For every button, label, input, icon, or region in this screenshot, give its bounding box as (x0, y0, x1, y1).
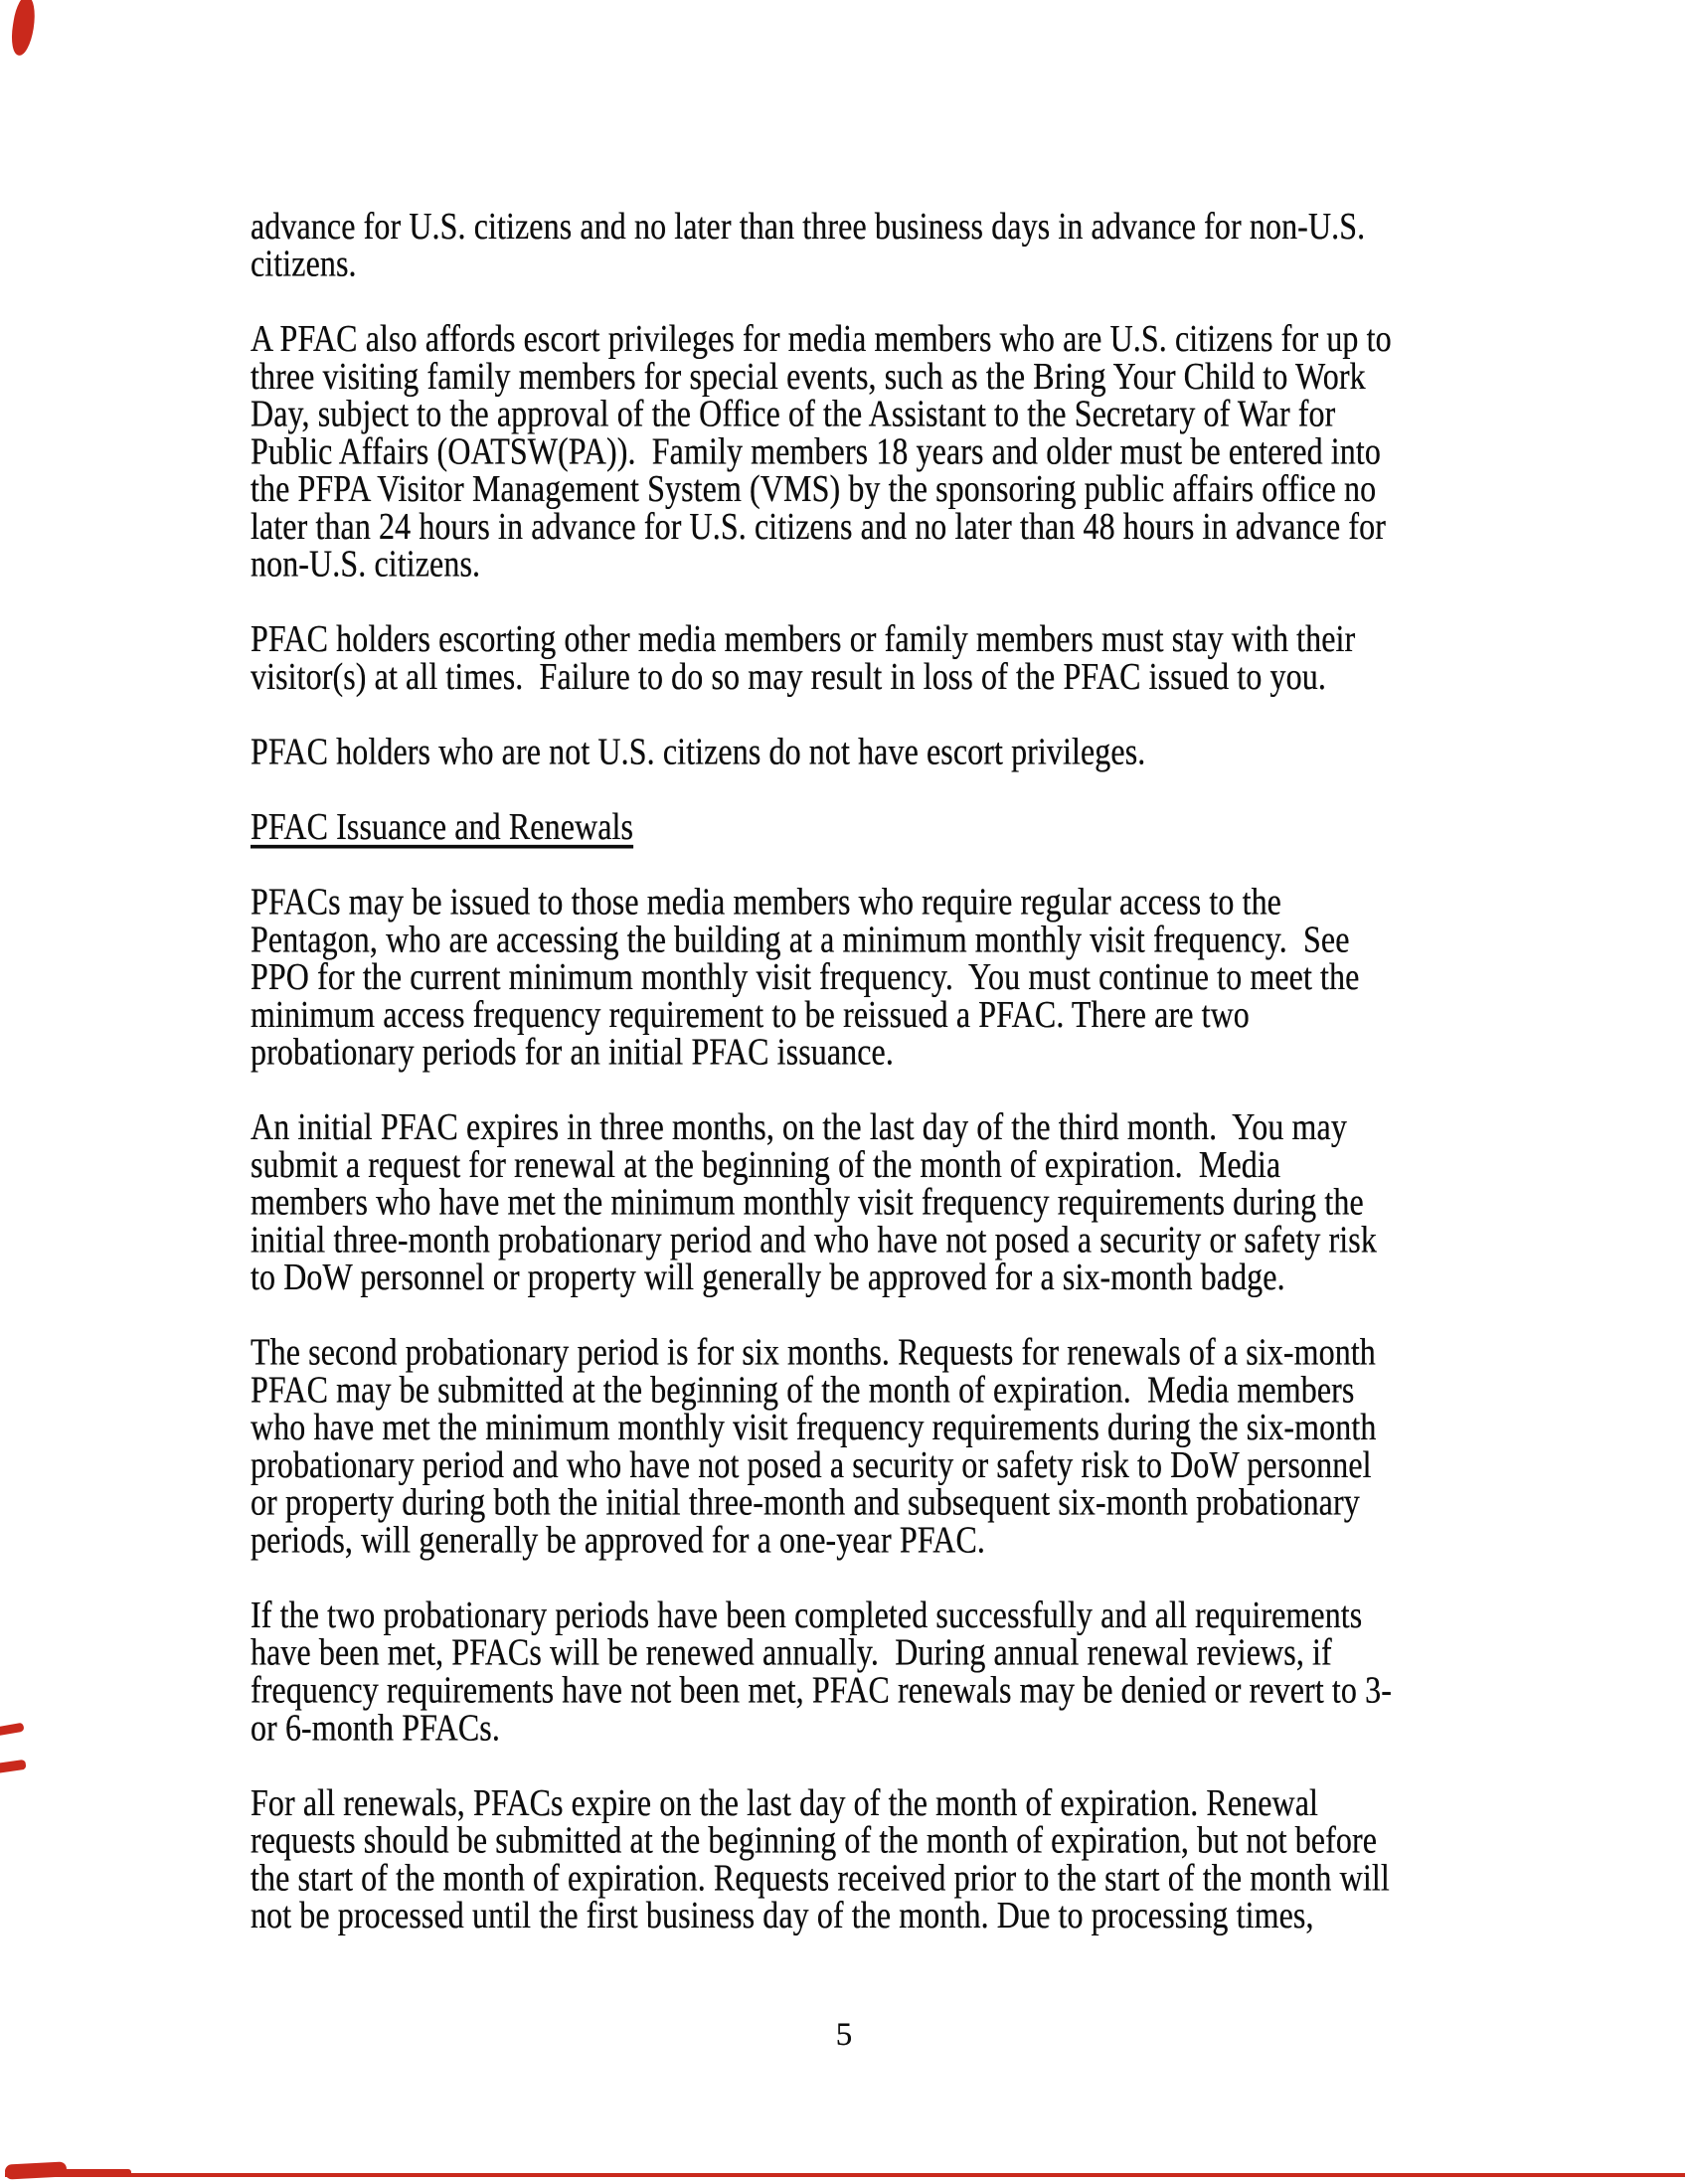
text-line: The second probationary period is for six months. Requests for renewals of a six-month (251, 1330, 1376, 1373)
document-text-block (251, 204, 1573, 1936)
section-heading-text: PFAC Issuance and Renewals (251, 804, 634, 848)
text-line: not be processed until the first business day of the month. Due to processing times, (251, 1893, 1314, 1936)
paragraph-non-us-citizens (251, 730, 1573, 772)
paragraph-initial-pfac (251, 1104, 1573, 1298)
text-line: later than 24 hours in advance for U.S. citizens and no later than 48 hours in advance for (251, 504, 1386, 548)
text-line: three visiting family members for special events, such as the Bring Your Child to Work (251, 354, 1366, 398)
text-line: An initial PFAC expires in three months, on the last day of the third month. You may (251, 1104, 1347, 1148)
paragraph-second-probationary (251, 1330, 1573, 1561)
paragraph-escorting-rules (251, 617, 1573, 698)
text-line: who have met the minimum monthly visit frequency requirements during the six-month (251, 1405, 1377, 1448)
text-line: Public Affairs (OATSW(PA)). Family members 18 years and older must be entered into (251, 429, 1381, 472)
page-number: 5 (835, 2017, 853, 2053)
text-line: probationary periods for an initial PFAC issuance. (251, 1030, 894, 1073)
text-line: minimum access frequency requirement to be reissued a PFAC. There are two (251, 992, 1250, 1036)
text-line: to DoW personnel or property will generally be approved for a six-month badge. (251, 1255, 1285, 1298)
text-line: periods, will generally be approved for a one-year PFAC. (251, 1518, 986, 1561)
text-line: the PFPA Visitor Management System (VMS) by the sponsoring public affairs office no (251, 466, 1377, 510)
text-line: PFAC may be submitted at the beginning of the month of expiration. Media members (251, 1368, 1355, 1411)
text-line: frequency requirements have not been met, PFAC renewals may be denied or revert to 3- (251, 1668, 1392, 1711)
text-line: Day, subject to the approval of the Office of the Assistant to the Secretary of War for (251, 392, 1336, 434)
text-line: PFAC holders escorting other media members or family members must stay with their (251, 617, 1356, 660)
text-line: PFAC holders who are not U.S. citizens do not have escort privileges. (251, 730, 1146, 772)
text-line: submit a request for renewal at the beginning of the month of expiration. Media (251, 1142, 1281, 1186)
text-line: PFACs may be issued to those media members who require regular access to the (251, 880, 1281, 923)
text-line: If the two probationary periods have been completed successfully and all requirements (251, 1593, 1363, 1636)
text-line: visitor(s) at all times. Failure to do so may result in loss of the PFAC issued to you. (251, 654, 1326, 698)
text-line: A PFAC also affords escort privileges for media members who are U.S. citizens for up to (251, 316, 1392, 360)
paragraph-advance-notice (251, 204, 1573, 284)
text-line: PPO for the current minimum monthly visit frequency. You must continue to meet the (251, 954, 1360, 998)
paragraph-renewal-timing (251, 1780, 1573, 1936)
text-line: or 6-month PFACs. (251, 1706, 500, 1749)
scan-artifact-left-margin-dash (0, 1723, 25, 1737)
text-line: advance for U.S. citizens and no later than three business days in advance for non-U.S. (251, 204, 1366, 248)
text-line: the start of the month of expiration. Requests received prior to the start of the month will (251, 1856, 1390, 1899)
scan-artifact-top-left-mark (8, 0, 38, 57)
text-line: probationary period and who have not posed a security or safety risk to DoW personnel (251, 1442, 1372, 1486)
text-line: Pentagon, who are accessing the building at a minimum monthly visit frequency. See (251, 918, 1350, 960)
text-line: For all renewals, PFACs expire on the last day of the month of expiration. Renewal (251, 1780, 1319, 1824)
paragraph-issuance-criteria (251, 880, 1573, 1073)
text-line: requests should be submitted at the beginning of the month of expiration, but not before (251, 1818, 1378, 1861)
text-line: have been met, PFACs will be renewed annually. During annual renewal reviews, if (251, 1630, 1332, 1673)
text-line: non-U.S. citizens. (251, 542, 481, 585)
text-line: or property during both the initial three-month and subsequent six-month probationary (251, 1480, 1360, 1523)
scan-artifact-left-margin-dash (0, 1760, 27, 1773)
section-heading (251, 804, 1573, 848)
text-line: citizens. (251, 242, 357, 284)
paragraph-annual-renewal (251, 1593, 1573, 1749)
paragraph-escort-privileges (251, 316, 1573, 585)
text-line: initial three-month probationary period and who have not posed a security or safety risk (251, 1218, 1377, 1260)
text-line: members who have met the minimum monthly visit frequency requirements during the (251, 1180, 1364, 1223)
scan-artifact-bottom-edge-line (5, 2173, 1685, 2177)
